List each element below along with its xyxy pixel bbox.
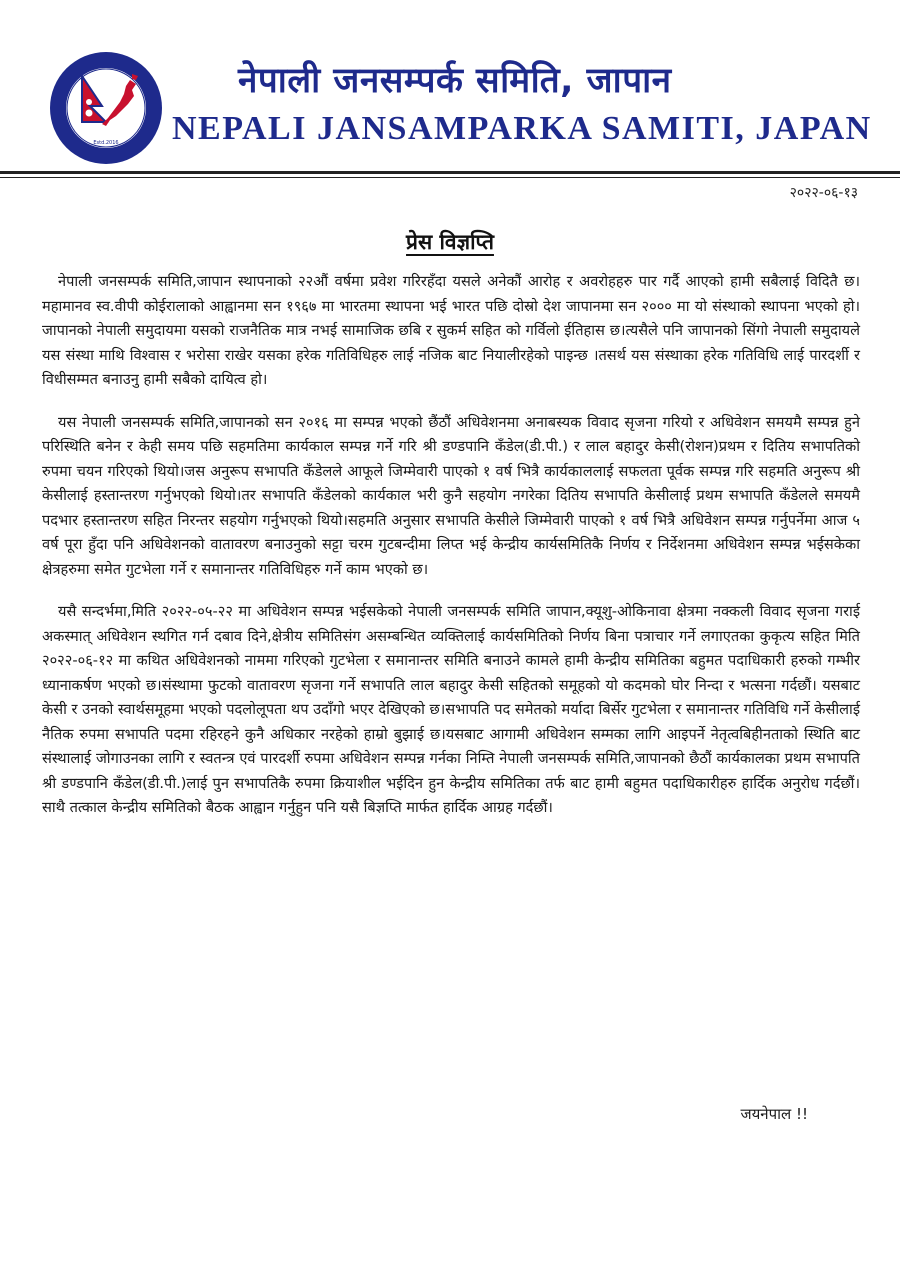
press-release-body — [42, 270, 860, 839]
org-title-english: NEPALI JANSAMPARKA SAMITI, JAPAN — [172, 110, 872, 147]
seal-est: Estd.2016 — [93, 140, 119, 146]
letterhead — [0, 0, 900, 178]
header-divider — [0, 171, 900, 174]
org-title-nepali: नेपाली जनसम्पर्क समिति, जापान — [238, 61, 672, 101]
page-title: प्रेस विज्ञप्ति — [406, 230, 494, 254]
paragraph-1: नेपाली जनसम्पर्क समिति,जापान स्थापनाको २२औं वर्षमा प्रवेश गरिरहँदा यसले अनेकौं आरोह र अवरोहहरु पार गर्दै आएको हामी सबैलाई विदितै छ।महामानव स्व.वीपी कोईरालाको आह्वानमा सन १९६७ मा भारतमा स्थापना भई भारत पछि दोस्रो देश जापानमा सन २००० मा यो संस्थाको स्थापना भएको हो।जापानको नेपाली समुदायमा यसको राजनैतिक मात्र नभई सामाजिक छबि र सुकर्म सहित को गर्विलो ईतिहास छ।त्यसैले पनि जापानको सिंगो नेपाली समुदायले यस संस्था माथि विश्वास र भरोसा राखेर यसका हरेक गतिविधिहरु लाई नजिक बाट नियालीरहेको पाइन्छ ।तसर्थ यस संस्थाका हरेक गतिविधि लाई पारदर्शी र विधीसम्मत बनाउनु हामी सबैको दायित्व हो। — [42, 273, 860, 388]
closing-salutation: जयनेपाल !! — [740, 1105, 808, 1123]
organization-seal-icon — [48, 50, 164, 166]
paragraph-2: यस नेपाली जनसम्पर्क समिति,जापानको सन २०१६ मा सम्पन्न भएको छैंठौं अधिवेशनमा अनाबस्यक विवाद सृजना गरियो र अधिवेशन समयमै सम्पन्न हुने परिस्थिति बनेन र केही समय पछि सहमतिमा कार्यकाल सम्पन्न गर्ने गरि श्री डण्डपानि कँडेल(डी.पी.) र लाल बहादुर केसी(रोशन)प्रथम र दितिय सभापतिको रुपमा चयन गरिएको थियो।जस अनुरूप सभापति कँडेलले आफूले जिम्मेवारी पाएको १ वर्ष भित्रै कार्यकाललाई सफलता पूर्वक सम्पन्न गरि सहमति अनुरूप श्री केसीलाई हस्तान्तरण गर्नुभएको थियो।तर सभापति कँडेलको कार्यकाल भरी कुनै सहयोग नगरेका दितिय सभापति केसीलाई प्रथम सभापति कँडेलले समयमै पदभार हस्तान्तरण सहित निरन्तर सहयोग गर्नुभएको थियो।सहमति अनुसार सभापति केसीले जिम्मेवारी पाएको १ वर्ष भित्रै अधिवेशन सम्पन्न गर्नुपर्नेमा आज ५ वर्ष पूरा हुँदा पनि अधिवेशनको वातावरण बनाउनुको सट्टा चरम गुटबन्दीमा लिप्त भई केन्द्रीय कार्यसमितिकै निर्णय र निर्देशनमा अधिवेशन सम्पन्न भईसकेका क्षेत्रहरुमा समेत गुटभेला गर्ने र समानान्तर गतिविधिहरु गर्ने काम भएको छ। — [42, 413, 861, 578]
document-date: २०२२-०६-१३ — [789, 185, 858, 201]
paragraph-3: यसै सन्दर्भमा,मिति २०२२-०५-२२ मा अधिवेशन सम्पन्न भईसकेको नेपाली जनसम्पर्क समिति जापान,क्यूशु-ओकिनावा क्षेत्रमा नक्कली विवाद सृजना गराई अकस्मात् अधिवेशन स्थगित गर्न दबाव दिने,क्षेत्रीय समितिसंग असम्बन्धित व्यक्तिलाई कार्यसमितिको निर्णय बिना पत्राचार गर्ने लगाएतका कुकृत्य सहित मिति २०२२-०६-१२ मा कथित अधिवेशनको नाममा गरिएको गुटभेला र समानान्तर समिति बनाउने कामले हामी केन्द्रीय समितिका बहुमत पदाधिकारी हरुको गम्भीर ध्यानाकर्षण भएको छ।संस्थामा फुटको वातावरण सृजना गर्ने सभापति लाल बहादुर केसी सहितको समूहको यो कदमको घोर निन्दा र भत्सना गर्दछौं। यसबाट केसी र उनको स्वार्थसमूहमा भएको पदलोलूपता थप उदाँगो भएर देखिएको छ।सभापति पद समेतको मर्यादा बिर्सेर गुटभेला र समानान्तर गतिविधि गर्ने केसीलाई नैतिक रुपमा सभापति पदमा रहिरहने कुनै अधिकार नरहेको हाम्रो बुझाई छ।यसबाट आगामी अधिवेशन सम्मका लागि आइपर्ने नेतृत्वबिहीनताको स्थिति बाट संस्थालाई जोगाउनका लागि र स्वतन्त्र एवं पारदर्शी रुपमा अधिवेशन सम्पन्न गर्नका निम्ति नेपाली जनसम्पर्क समिति,जापानको छैठौं कार्यकालका प्रथम सभापति श्री डण्डपानि कँडेल(डी.पी.)लाई पुन सभापतिकै रुपमा क्रियाशील भईदिन हुन केन्द्रीय समितिका तर्फ बाट हामी बहुमत पदाधिकारीहरु हार्दिक अनुरोध गर्दछौं।साथै तत्काल केन्द्रीय समितिको बैठक आह्वान गर्नुहुन पनि यसै बिज्ञप्ति मार्फत हार्दिक आग्रह गर्दछौं। — [42, 603, 861, 816]
header-divider-thin — [0, 177, 900, 178]
